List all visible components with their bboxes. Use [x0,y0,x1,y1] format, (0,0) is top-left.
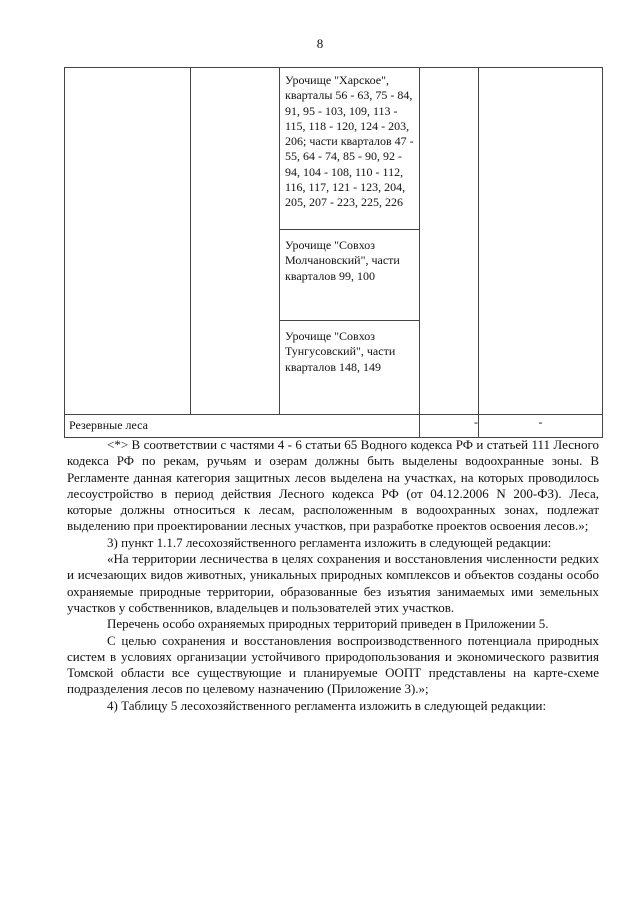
reserve-col4-cell: - [420,415,479,438]
item4-paragraph: 4) Таблицу 5 лесохозяйственного регламента изложить в следующей редакции: [107,697,547,713]
place-cell [280,68,420,230]
table-cell-empty [479,68,603,415]
quote3-paragraph: С целью сохранения и восстановления воспроизводственного потенциала природных систем в условиях организации устойчивого природопользования и экономического развития Томской области все существующие и планируемые ООПТ представлены на карте-схеме подразделения лесов по целевому назначению (Приложение 3).»; [67,632,599,697]
quote1-paragraph: «На территории лесничества в целях сохранения и восстановления численности редких и исчезающих видов животных, уникальных природных комплексов и объектов созданы особо охраняемые природные территории, образованные без изъятия занимаемых ими земельных участков у собственников, владельцев и пользователей этих участков. [67,551,599,615]
place-text: Урочище "Харское", кварталы 56 - 63, 75 - 84, 91, 95 - 103, 109, 113 - 115, 118 - 120, 124 - 203, 206; части кварталов 47 - 55, 64 - 74, 85 - 90, 92 - 94, 104 - 108, 110 - 112, 116, 117, 121 - 123, 204, 205, 207 - 223, 225, 226 [285,73,414,210]
reserve-label-cell [65,415,420,438]
place-text: Урочище "Совхоз Тунгусовский", части кварталов 148, 149 [285,329,396,374]
table-cell-empty [191,68,280,415]
reserve-col5-cell: - [479,415,603,438]
forest-table [64,67,603,438]
page-number: 8 [316,36,324,51]
reserve-label: Резервные леса [69,418,148,432]
item3-paragraph: 3) пункт 1.1.7 лесохозяйственного регламента изложить в следующей редакции: [107,534,552,550]
place-cell [280,230,420,321]
place-text: Урочище "Совхоз Молчановский", части кварталов 99, 100 [285,238,400,283]
place-cell [280,321,420,415]
table-cell-empty [420,68,479,415]
body-text [67,437,599,714]
table-row-reserve [65,415,603,438]
footnote-paragraph: <*> В соответствии с частями 4 - 6 статьи 65 Водного кодекса РФ и статьей 111 Лесного кодекса РФ по рекам, ручьям и озерам должны быть выделены водоохранные зоны. В Регламенте данная категория защитных лесов выделена на участках, на которых проводилось лесоустройство в период действия Лесного кодекса РФ (от 04.12.2006 N 200-ФЗ). Леса, которые должны относиться к лесам, расположенным в водоохранных зонах, подлежат выделению при проектировании лесных участков, при разработке проектов освоения лесов.»; [67,437,599,534]
table-cell-empty [65,68,191,415]
quote2-paragraph: Перечень особо охраняемых природных территорий приведен в Приложении 5. [107,616,549,632]
table-row [65,68,603,230]
